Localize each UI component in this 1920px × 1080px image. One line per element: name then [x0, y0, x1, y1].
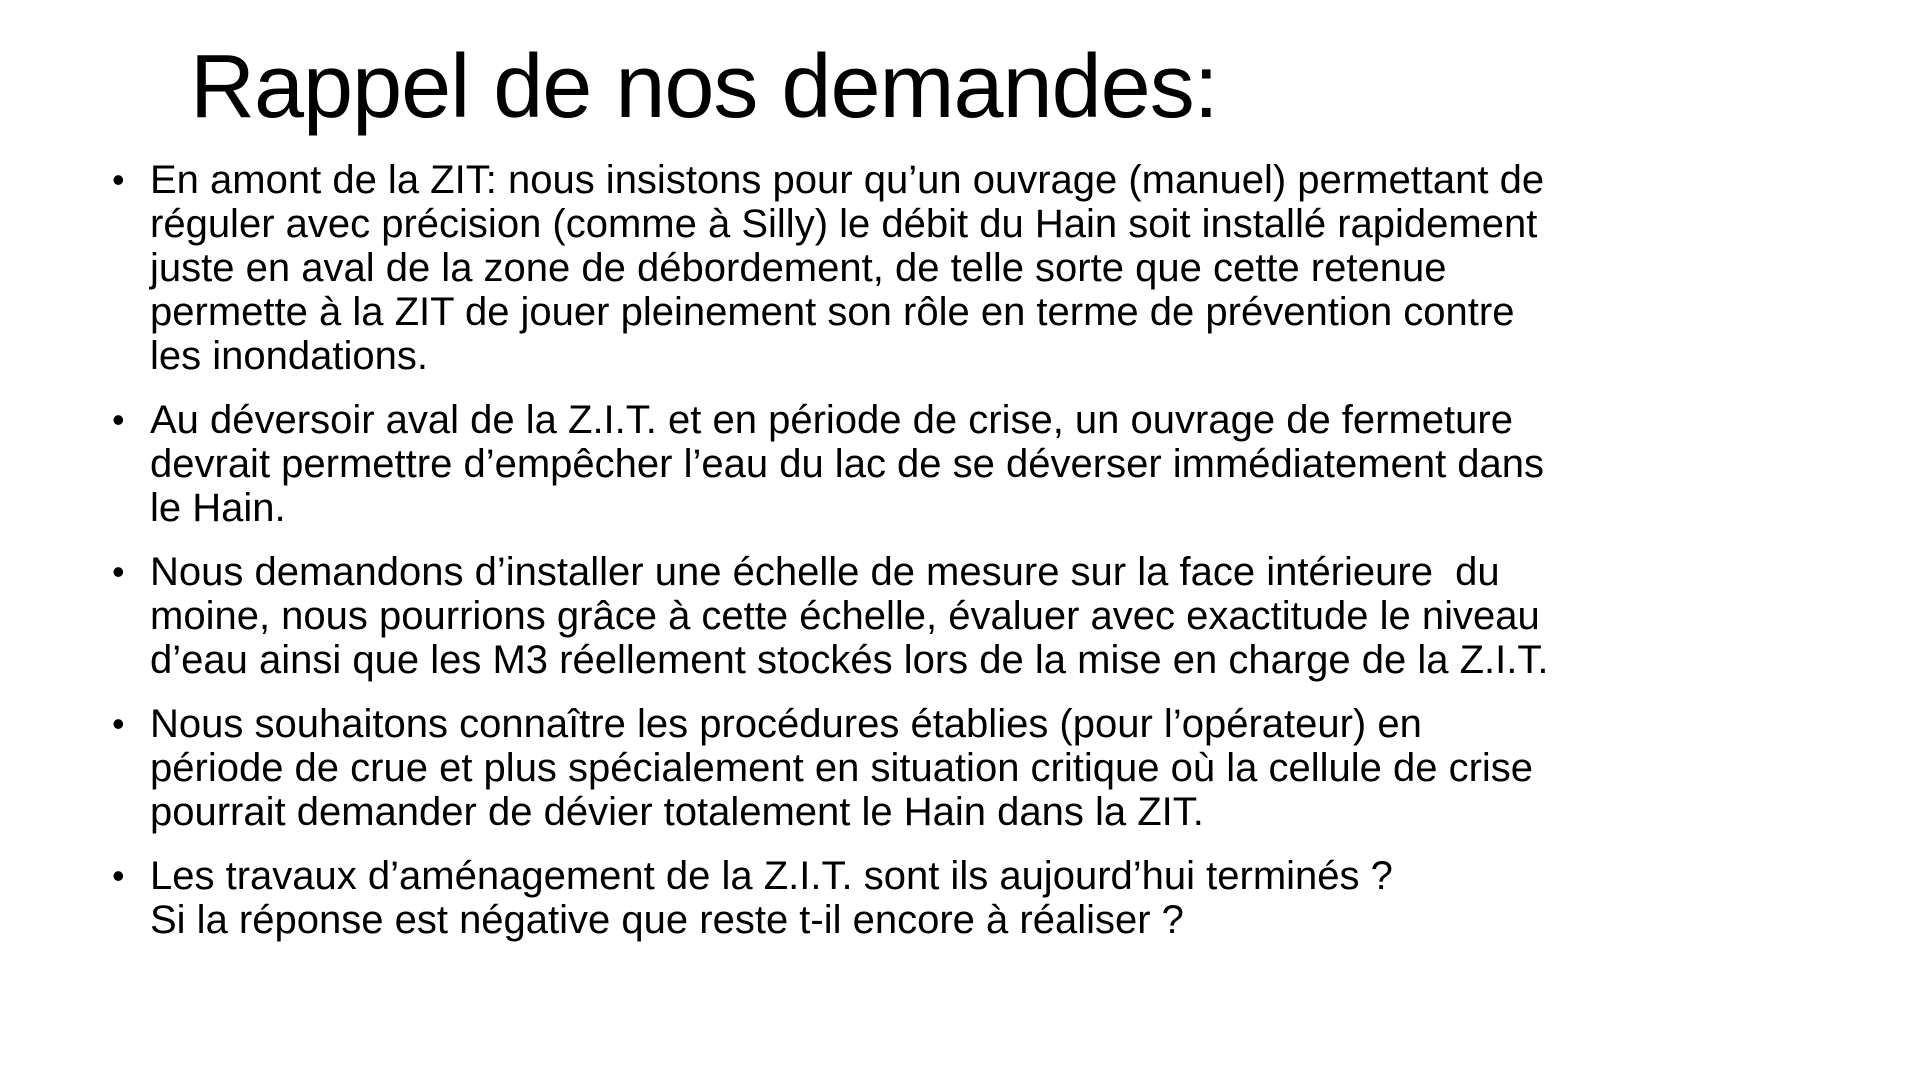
bullet-line: Les travaux d’aménagement de la Z.I.T. sont ils aujourd’hui terminés ? [150, 854, 1393, 898]
slide-title: Rappel de nos demandes: [190, 37, 1218, 137]
bullet-line: pourrait demander de dévier totalement le Hain dans la ZIT. [150, 790, 1204, 834]
bullet-list [0, 158, 1920, 942]
bullet-icon: • [112, 551, 125, 592]
bullet-line: Nous souhaitons connaître les procédures établies (pour l’opérateur) en [150, 702, 1422, 746]
bullet-line: les inondations. [150, 334, 428, 378]
bullet-icon: • [112, 399, 125, 440]
bullet-line: juste en aval de la zone de débordement, de telle sorte que cette retenue [150, 246, 1447, 290]
bullet-line: d’eau ainsi que les M3 réellement stockés lors de la mise en charge de la Z.I.T. [150, 638, 1549, 682]
bullet-line: En amont de la ZIT: nous insistons pour qu’un ouvrage (manuel) permettant de [150, 158, 1545, 202]
bullet-item [0, 550, 1920, 682]
bullet-icon: • [112, 159, 125, 200]
bullet-line: le Hain. [150, 486, 286, 530]
bullet-line: Nous demandons d’installer une échelle de mesure sur la face intérieure du [150, 550, 1500, 594]
bullet-icon: • [112, 855, 125, 896]
bullet-item [0, 158, 1920, 378]
bullet-line: devrait permettre d’empêcher l’eau du lac de se déverser immédiatement dans [150, 442, 1545, 486]
bullet-item [0, 702, 1920, 834]
bullet-line: réguler avec précision (comme à Silly) le débit du Hain soit installé rapidement [150, 202, 1538, 246]
bullet-line: Si la réponse est négative que reste t-il encore à réaliser ? [150, 898, 1184, 942]
bullet-line: permette à la ZIT de jouer pleinement son rôle en terme de prévention contre [150, 290, 1515, 334]
bullet-line: moine, nous pourrions grâce à cette échelle, évaluer avec exactitude le niveau [150, 594, 1540, 638]
bullet-line: Au déversoir aval de la Z.I.T. et en période de crise, un ouvrage de fermeture [150, 398, 1513, 442]
bullet-line: période de crue et plus spécialement en situation critique où la cellule de crise [150, 746, 1534, 790]
bullet-item [0, 398, 1920, 530]
bullet-icon: • [112, 703, 125, 744]
bullet-item [0, 854, 1920, 942]
